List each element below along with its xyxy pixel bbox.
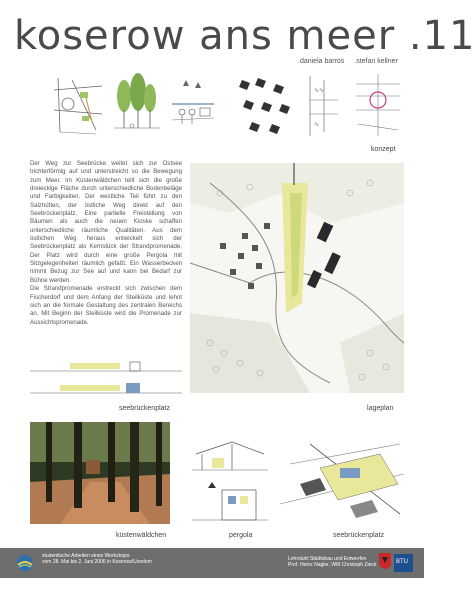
pergola-sketch: [192, 424, 268, 526]
poster-title: koserow ans meer .11: [14, 13, 476, 59]
workshop-logo: [14, 554, 36, 572]
author-1: .daniela barros: [298, 58, 345, 65]
concept-sketch-6: [352, 70, 404, 142]
caption-seebrueckenplatz-1: seebrückenplatz: [119, 405, 170, 412]
authors: [298, 58, 406, 65]
caption-pergola: pergola: [229, 532, 253, 539]
caption-seebrueckenplatz-2: seebrückenplatz: [333, 532, 384, 539]
coastal-forest-image: [30, 422, 170, 524]
footer-right-text: [288, 556, 376, 569]
footer-left-line-1: studentische Arbeiten eines Workshops: [42, 553, 130, 559]
description-text: [30, 160, 182, 327]
concept-sketch-3: [168, 70, 218, 142]
concept-sketch-1: [52, 70, 104, 142]
author-2: .stefan kellner: [354, 58, 398, 65]
caption-lageplan: lageplan: [367, 405, 394, 412]
footer-left-text: [42, 553, 152, 566]
caption-konzept: konzept: [371, 146, 396, 153]
section-sketch-seebrueckenplatz: [30, 357, 182, 403]
concept-sketch-5: [304, 70, 344, 142]
description-paragraph-1: Der Weg zur Seebrücke weitet sich zur Ostsee trichterförmig auf und unterstreicht so die Bewegung zum Meer. Im Küstenwäldchen teilt sich die große dreieckige Fläche durch unterschiedliche Bodenbeläge und Farbigkeiten. Der westliche Teil führt zu den Salzhütten, der östliche Weg direkt auf den Seebrückenplatz. Eine partielle Freistellung von Bäumen als auch die neuen Kioske schaffen unterschiedliche räumliche Qualitäten. Aus dem östlichen Weg heraus entwickelt sich der Seebrückenplatz als Kernstück der Strandpromenade. Der Platz wird durch eine große Pergola mit Sitzgelegenheiten räumlich gefaßt. Ein Wasserbecken nimmt Bezug zur See auf und kann bei Bedarf zur Bühne werden.: [30, 160, 182, 284]
footer-right-line-2: Prof. Heinz Nagler, WM Christoph Zieck: [288, 562, 377, 569]
footer-bar: [0, 548, 424, 578]
university-logo: [377, 551, 415, 575]
footer-left-line-2: vom 28. Mai bis 2. Juni 2006 in Koserow/Usedom: [42, 559, 152, 566]
description-paragraph-2: Die Strandpromenade erstreckt sich zwischen dem Fischerdorf und dem Anfang der Steilküste und lehnt sich an die formale Gestaltung des zentralen Bereichs an. Mit Beginn der Steilküste wird die Promenade zur Aussichtspromenade.: [30, 285, 182, 326]
concept-sketch-2: [112, 70, 162, 142]
university-logo-text: BTU: [396, 559, 408, 565]
caption-kuestenwaeldchen: küstenwäldchen: [116, 532, 167, 539]
concept-sketch-4: [236, 70, 296, 142]
seebrueckenplatz-perspective: [280, 424, 404, 526]
site-plan-drawing: [190, 163, 404, 393]
svg-text:∿: ∿: [314, 122, 320, 128]
svg-text:∿∿: ∿∿: [314, 88, 325, 94]
footer-right-line-1: Lehrstuhl Städtebau und Entwerfen: [288, 556, 367, 562]
